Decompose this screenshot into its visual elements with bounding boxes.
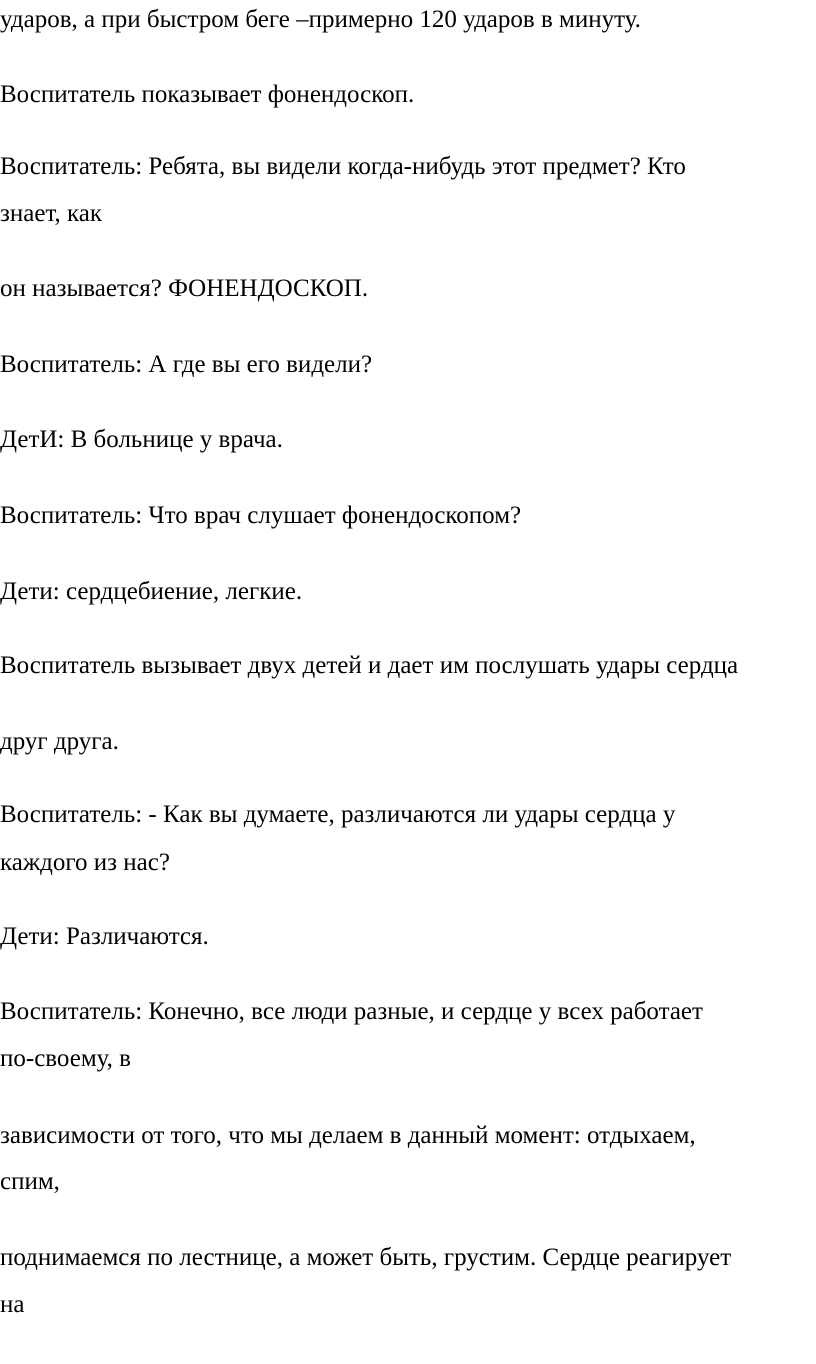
text-line-8: Воспитатель: Что врач слушает фонендоскопом? [0,502,522,529]
text-line-4: знает, как [0,200,103,227]
text-line-7: ДетИ: В больнице у врача. [0,426,283,453]
text-line-9: Дети: сердцебиение, легкие. [0,578,303,605]
text-line-12: Воспитатель: - Как вы думаете, различаются ли удары сердца у [0,801,676,828]
text-line-15: Воспитатель: Конечно, все люди разные, и сердце у всех работает [0,998,703,1025]
text-line-11: друг друга. [0,728,119,755]
text-line-5: он называется? ФОНЕНДОСКОП. [0,275,369,302]
text-line-10: Воспитатель вызывает двух детей и дает им послушать удары сердца [0,652,739,679]
text-line-2: Воспитатель показывает фонендоскоп. [0,81,415,108]
text-line-18: спим, [0,1168,60,1195]
text-line-13: каждого из нас? [0,849,170,876]
text-line-1: ударов, а при быстром беге –примерно 120 ударов в минуту. [0,6,641,33]
text-line-16: по-своему, в [0,1045,131,1072]
text-line-20: на [0,1291,25,1318]
text-line-14: Дети: Различаются. [0,923,209,950]
text-line-17: зависимости от того, что мы делаем в данный момент: отдыхаем, [0,1122,696,1149]
text-line-19: поднимаемся по лестнице, а может быть, грустим. Сердце реагирует [0,1244,732,1271]
text-line-3: Воспитатель: Ребята, вы видели когда-нибудь этот предмет? Кто [0,153,686,180]
text-line-6: Воспитатель: А где вы его видели? [0,351,373,378]
